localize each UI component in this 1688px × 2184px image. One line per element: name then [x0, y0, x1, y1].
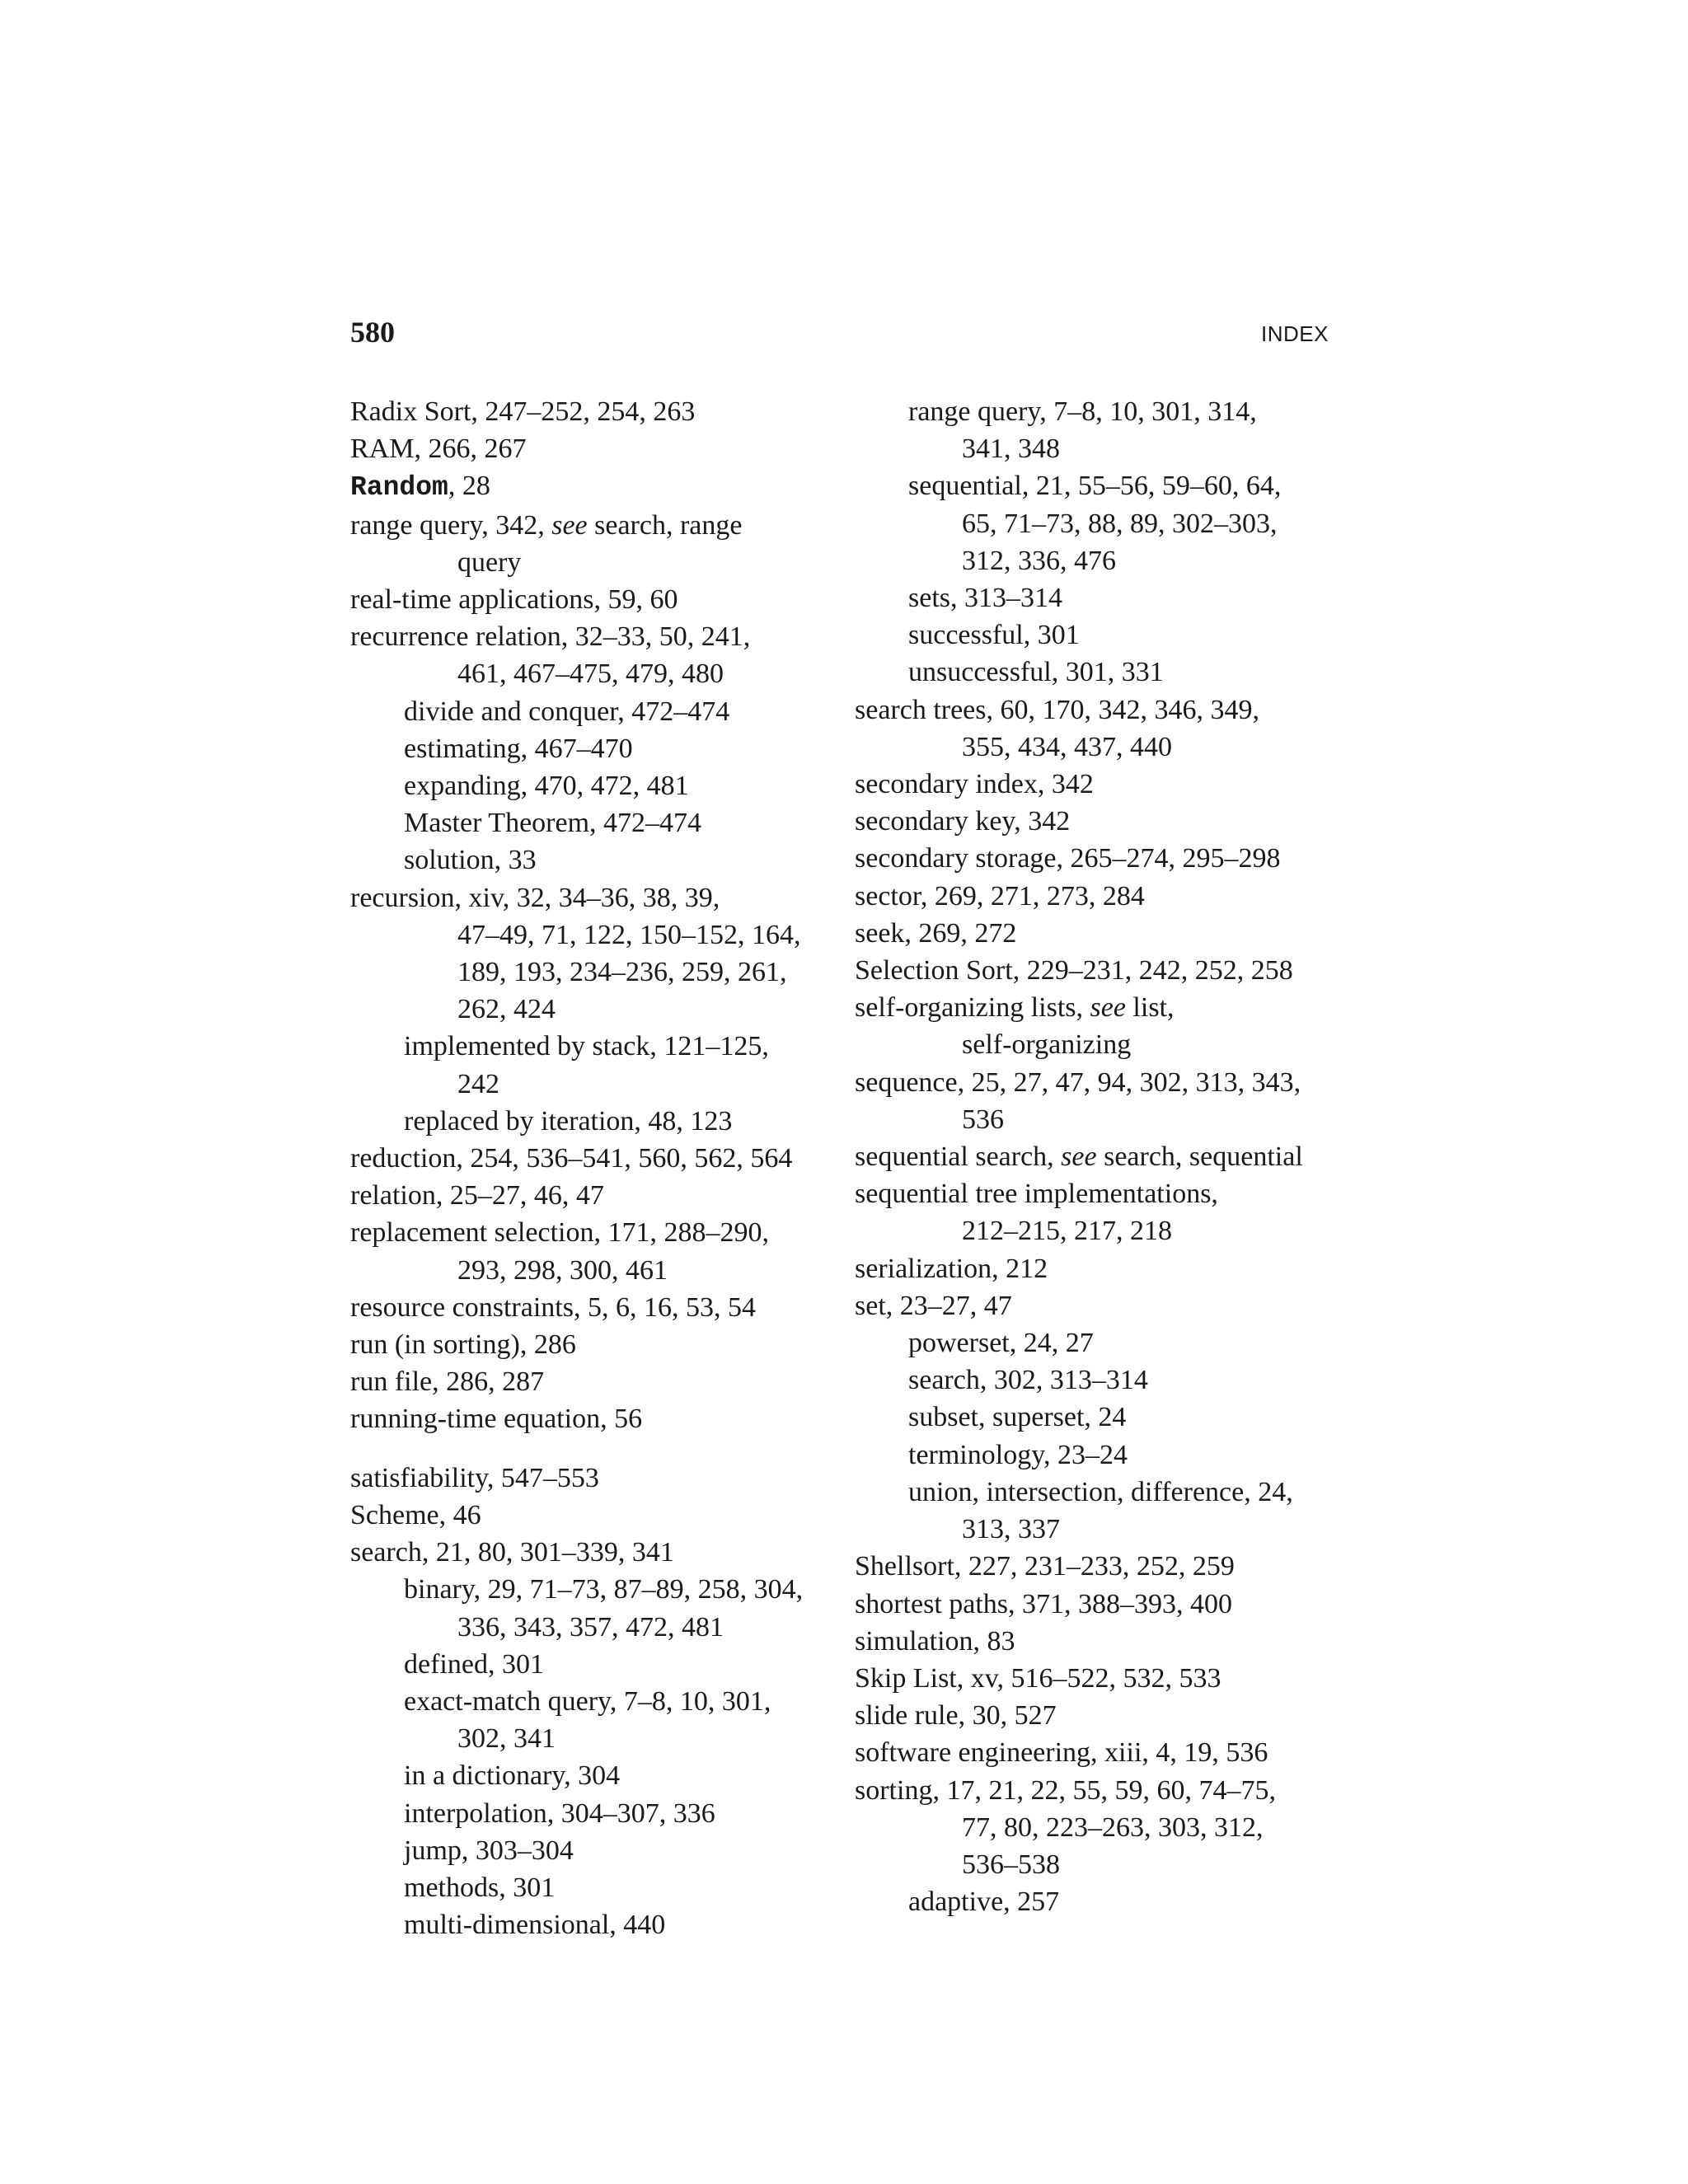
index-column-left [350, 393, 845, 1943]
index-entry-text: secondary key, 342 [855, 806, 1071, 837]
index-entry [350, 1326, 845, 1363]
index-subentry [350, 1103, 845, 1140]
index-entry-text: slide rule, 30, 527 [855, 1700, 1057, 1732]
index-subentry [855, 654, 1349, 691]
index-entry-continuation [855, 505, 1349, 542]
index-entry [350, 618, 845, 655]
index-entry-text: multi-dimensional, 440 [404, 1910, 666, 1941]
index-entry-text: seek, 269, 272 [855, 917, 1017, 949]
index-subentry [350, 1795, 845, 1832]
index-subentry [350, 1906, 845, 1943]
index-subentry [350, 1757, 845, 1794]
index-entry-continuation [350, 1720, 845, 1757]
index-entry-text: methods, 301 [404, 1872, 556, 1903]
index-entry [855, 1064, 1349, 1101]
index-subentry [350, 693, 845, 730]
index-entry-text: divide and conquer, 472–474 [404, 696, 730, 727]
index-entry [350, 1497, 845, 1534]
index-entry [350, 393, 845, 430]
index-entry [855, 1734, 1349, 1771]
index-entry-text: range query, 7–8, 10, 301, 314, [908, 396, 1257, 427]
index-entry-text: set, 23–27, 47 [855, 1290, 1012, 1321]
index-entry-text: 536 [962, 1104, 1004, 1135]
index-entry-text: successful, 301 [908, 620, 1080, 651]
index-entry-text: sequential tree implementations, [855, 1179, 1218, 1210]
index-entry-text: 242 [457, 1068, 499, 1099]
index-entry-text: relation, 25–27, 46, 47 [350, 1180, 604, 1212]
index-entry-text: 312, 336, 476 [962, 545, 1116, 576]
index-entry-text: 65, 71–73, 88, 89, 302–303, [962, 508, 1278, 539]
index-entry [350, 507, 845, 544]
index-entry [350, 430, 845, 467]
index-entry [350, 581, 845, 618]
index-entry-text: 461, 467–475, 479, 480 [457, 658, 724, 690]
index-entry-text: recursion, xiv, 32, 34–36, 38, 39, [350, 882, 720, 913]
index-entry-continuation [350, 991, 845, 1028]
index-entry [350, 1177, 845, 1214]
index-subentry [855, 1361, 1349, 1399]
index-entry [350, 1214, 845, 1251]
index-entry [855, 952, 1349, 989]
index-entry-pages: , 28 [448, 471, 490, 502]
index-entry [350, 1363, 845, 1400]
see-reference-target: search, sequential [1096, 1141, 1303, 1173]
index-subentry [855, 1474, 1349, 1511]
index-entry-text: sector, 269, 271, 273, 284 [855, 880, 1145, 912]
index-entry-text: defined, 301 [404, 1648, 544, 1680]
index-entry-continuation [350, 1252, 845, 1289]
index-entry-text: Scheme, 46 [350, 1499, 481, 1530]
index-entry [350, 467, 845, 506]
index-entry-continuation [855, 542, 1349, 579]
index-entry-text: 302, 341 [457, 1723, 556, 1755]
index-entry-continuation [855, 1809, 1349, 1846]
index-entry-text: search trees, 60, 170, 342, 346, 349, [855, 694, 1260, 725]
index-subentry [350, 804, 845, 841]
index-entry [350, 1400, 845, 1437]
index-entry-text: Selection Sort, 229–231, 242, 252, 258 [855, 955, 1293, 987]
index-entry-text: 355, 434, 437, 440 [962, 731, 1172, 762]
index-subentry [855, 393, 1349, 430]
index-entry [350, 1460, 845, 1497]
index-entry [855, 1772, 1349, 1809]
index-subentry [855, 579, 1349, 616]
index-entry-text: 77, 80, 223–263, 303, 312, [962, 1811, 1264, 1843]
index-entry-text: secondary index, 342 [855, 769, 1094, 800]
index-entry [350, 879, 845, 916]
index-subentry [855, 467, 1349, 504]
index-entry-text: Skip List, xv, 516–522, 532, 533 [855, 1662, 1221, 1694]
index-entry [855, 803, 1349, 840]
index-entry [350, 1289, 845, 1326]
index-subentry [350, 1832, 845, 1869]
see-reference-label: see [551, 509, 588, 541]
index-entry-text: implemented by stack, 121–125, [404, 1031, 769, 1062]
index-entry-text: 336, 343, 357, 472, 481 [457, 1611, 724, 1643]
index-entry-text: 536–538 [962, 1849, 1060, 1880]
index-entry-text: RAM, 266, 267 [350, 434, 527, 465]
index-entry-continuation [350, 544, 845, 581]
see-reference-label: see [1090, 992, 1126, 1024]
index-entry-text: resource constraints, 5, 6, 16, 53, 54 [350, 1291, 756, 1323]
index-subentry [350, 1571, 845, 1608]
see-reference-target: search, range [587, 509, 743, 541]
index-entry [855, 1287, 1349, 1324]
index-entry-text: interpolation, 304–307, 336 [404, 1797, 715, 1829]
index-entry-text: terminology, 23–24 [908, 1439, 1128, 1470]
index-entry-continuation [855, 729, 1349, 766]
index-entry [855, 1138, 1349, 1175]
index-entry-text: self-organizing [962, 1029, 1132, 1061]
index-entry-text: running-time equation, 56 [350, 1404, 643, 1435]
index-entry-continuation [350, 655, 845, 692]
index-entry-continuation [350, 954, 845, 991]
index-entry-text: sequential search, [855, 1141, 1062, 1173]
index-entry-text: union, intersection, difference, 24, [908, 1476, 1293, 1507]
index-entry-text: search, 302, 313–314 [908, 1365, 1148, 1396]
index-entry-text: replacement selection, 171, 288–290, [350, 1217, 769, 1249]
index-entry-text: unsuccessful, 301, 331 [908, 657, 1164, 688]
page-number: 580 [350, 316, 395, 349]
index-entry-text: subset, superset, 24 [908, 1402, 1127, 1433]
index-subentry [855, 1436, 1349, 1474]
index-entry-text: binary, 29, 71–73, 87–89, 258, 304, [404, 1574, 804, 1605]
index-entry-text: real-time applications, 59, 60 [350, 584, 678, 616]
index-entry-text: 189, 193, 234–236, 259, 261, [457, 957, 787, 988]
index-entry-continuation [855, 1511, 1349, 1548]
index-entry-text: expanding, 470, 472, 481 [404, 771, 689, 802]
index-entry [855, 691, 1349, 729]
index-entry-text: range query, 342, [350, 509, 552, 541]
index-entry [855, 1586, 1349, 1623]
index-entry-text: Master Theorem, 472–474 [404, 808, 702, 839]
index-entry [855, 878, 1349, 915]
index-entry [855, 840, 1349, 877]
index-entry-continuation [855, 1212, 1349, 1249]
index-entry-continuation [855, 1026, 1349, 1063]
index-subentry [350, 1646, 845, 1683]
index-entry [350, 1534, 845, 1571]
index-entry-text: 293, 298, 300, 461 [457, 1254, 668, 1286]
index-entry [350, 1140, 845, 1177]
index-entry-text: secondary storage, 265–274, 295–298 [855, 843, 1281, 874]
index-entry-code-term: Random [350, 472, 448, 504]
index-entry-text: 212–215, 217, 218 [962, 1216, 1172, 1247]
index-entry-text: query [457, 546, 522, 578]
index-entry-text: reduction, 254, 536–541, 560, 562, 564 [350, 1143, 793, 1174]
see-reference-label: see [1061, 1141, 1097, 1173]
index-entry-continuation [855, 430, 1349, 467]
index-subentry [855, 1399, 1349, 1436]
index-entry-text: sequence, 25, 27, 47, 94, 302, 313, 343, [855, 1066, 1301, 1098]
index-entry-text: adaptive, 257 [908, 1886, 1060, 1918]
index-entry-text: sorting, 17, 21, 22, 55, 59, 60, 74–75, [855, 1774, 1276, 1806]
index-entry [855, 1250, 1349, 1287]
index-subentry [350, 767, 845, 804]
index-entry-continuation [855, 1101, 1349, 1138]
index-entry-continuation [350, 916, 845, 954]
index-entry [855, 1660, 1349, 1697]
index-entry-text: shortest paths, 371, 388–393, 400 [855, 1588, 1233, 1619]
index-entry-text: simulation, 83 [855, 1625, 1015, 1657]
index-entry [855, 1697, 1349, 1734]
index-subentry [855, 616, 1349, 654]
index-entry-text: 313, 337 [962, 1514, 1060, 1545]
index-entry-text: Radix Sort, 247–252, 254, 263 [350, 396, 696, 427]
index-entry [855, 1623, 1349, 1660]
index-entry-text: serialization, 212 [855, 1253, 1048, 1284]
index-entry-text: powerset, 24, 27 [908, 1328, 1094, 1359]
index-entry-text: search, 21, 80, 301–339, 341 [350, 1537, 674, 1568]
index-entry-text: Shellsort, 227, 231–233, 252, 259 [855, 1551, 1235, 1582]
index-entry-text: jump, 303–304 [404, 1835, 574, 1866]
index-subentry [350, 841, 845, 879]
index-subentry [350, 1028, 845, 1065]
index-entry [855, 989, 1349, 1026]
index-entry-text: satisfiability, 547–553 [350, 1462, 599, 1493]
index-entry [855, 1175, 1349, 1212]
index-entry-text: 47–49, 71, 122, 150–152, 164, [457, 919, 801, 950]
index-entry-text: estimating, 467–470 [404, 733, 633, 764]
index-entry-continuation [350, 1066, 845, 1103]
index-subentry [350, 730, 845, 767]
index-entry-text: software engineering, xiii, 4, 19, 536 [855, 1737, 1268, 1769]
index-column-right [855, 393, 1349, 1920]
index-entry-text: exact-match query, 7–8, 10, 301, [404, 1685, 771, 1717]
index-entry-text: solution, 33 [404, 845, 537, 876]
index-entry-text: sequential, 21, 55–56, 59–60, 64, [908, 471, 1282, 502]
index-entry-text: 341, 348 [962, 434, 1060, 465]
index-entry-text: run (in sorting), 286 [350, 1329, 576, 1361]
index-entry-text: in a dictionary, 304 [404, 1760, 621, 1792]
index-subentry [855, 1883, 1349, 1920]
index-entry [855, 1548, 1349, 1585]
index-entry [855, 915, 1349, 952]
running-head: INDEX [1261, 321, 1329, 346]
index-subentry [350, 1869, 845, 1906]
index-entry-text: replaced by iteration, 48, 123 [404, 1105, 733, 1137]
index-entry-text: sets, 313–314 [908, 583, 1062, 614]
index-entry-text: 262, 424 [457, 994, 556, 1025]
see-reference-target: list, [1125, 992, 1175, 1024]
index-entry-continuation [855, 1846, 1349, 1883]
index-entry-continuation [350, 1609, 845, 1646]
index-entry [855, 766, 1349, 803]
index-entry-text: recurrence relation, 32–33, 50, 241, [350, 621, 751, 653]
index-subentry [350, 1683, 845, 1720]
index-subentry [855, 1324, 1349, 1361]
index-entry-text: run file, 286, 287 [350, 1366, 545, 1398]
index-entry-text: self-organizing lists, [855, 992, 1090, 1024]
